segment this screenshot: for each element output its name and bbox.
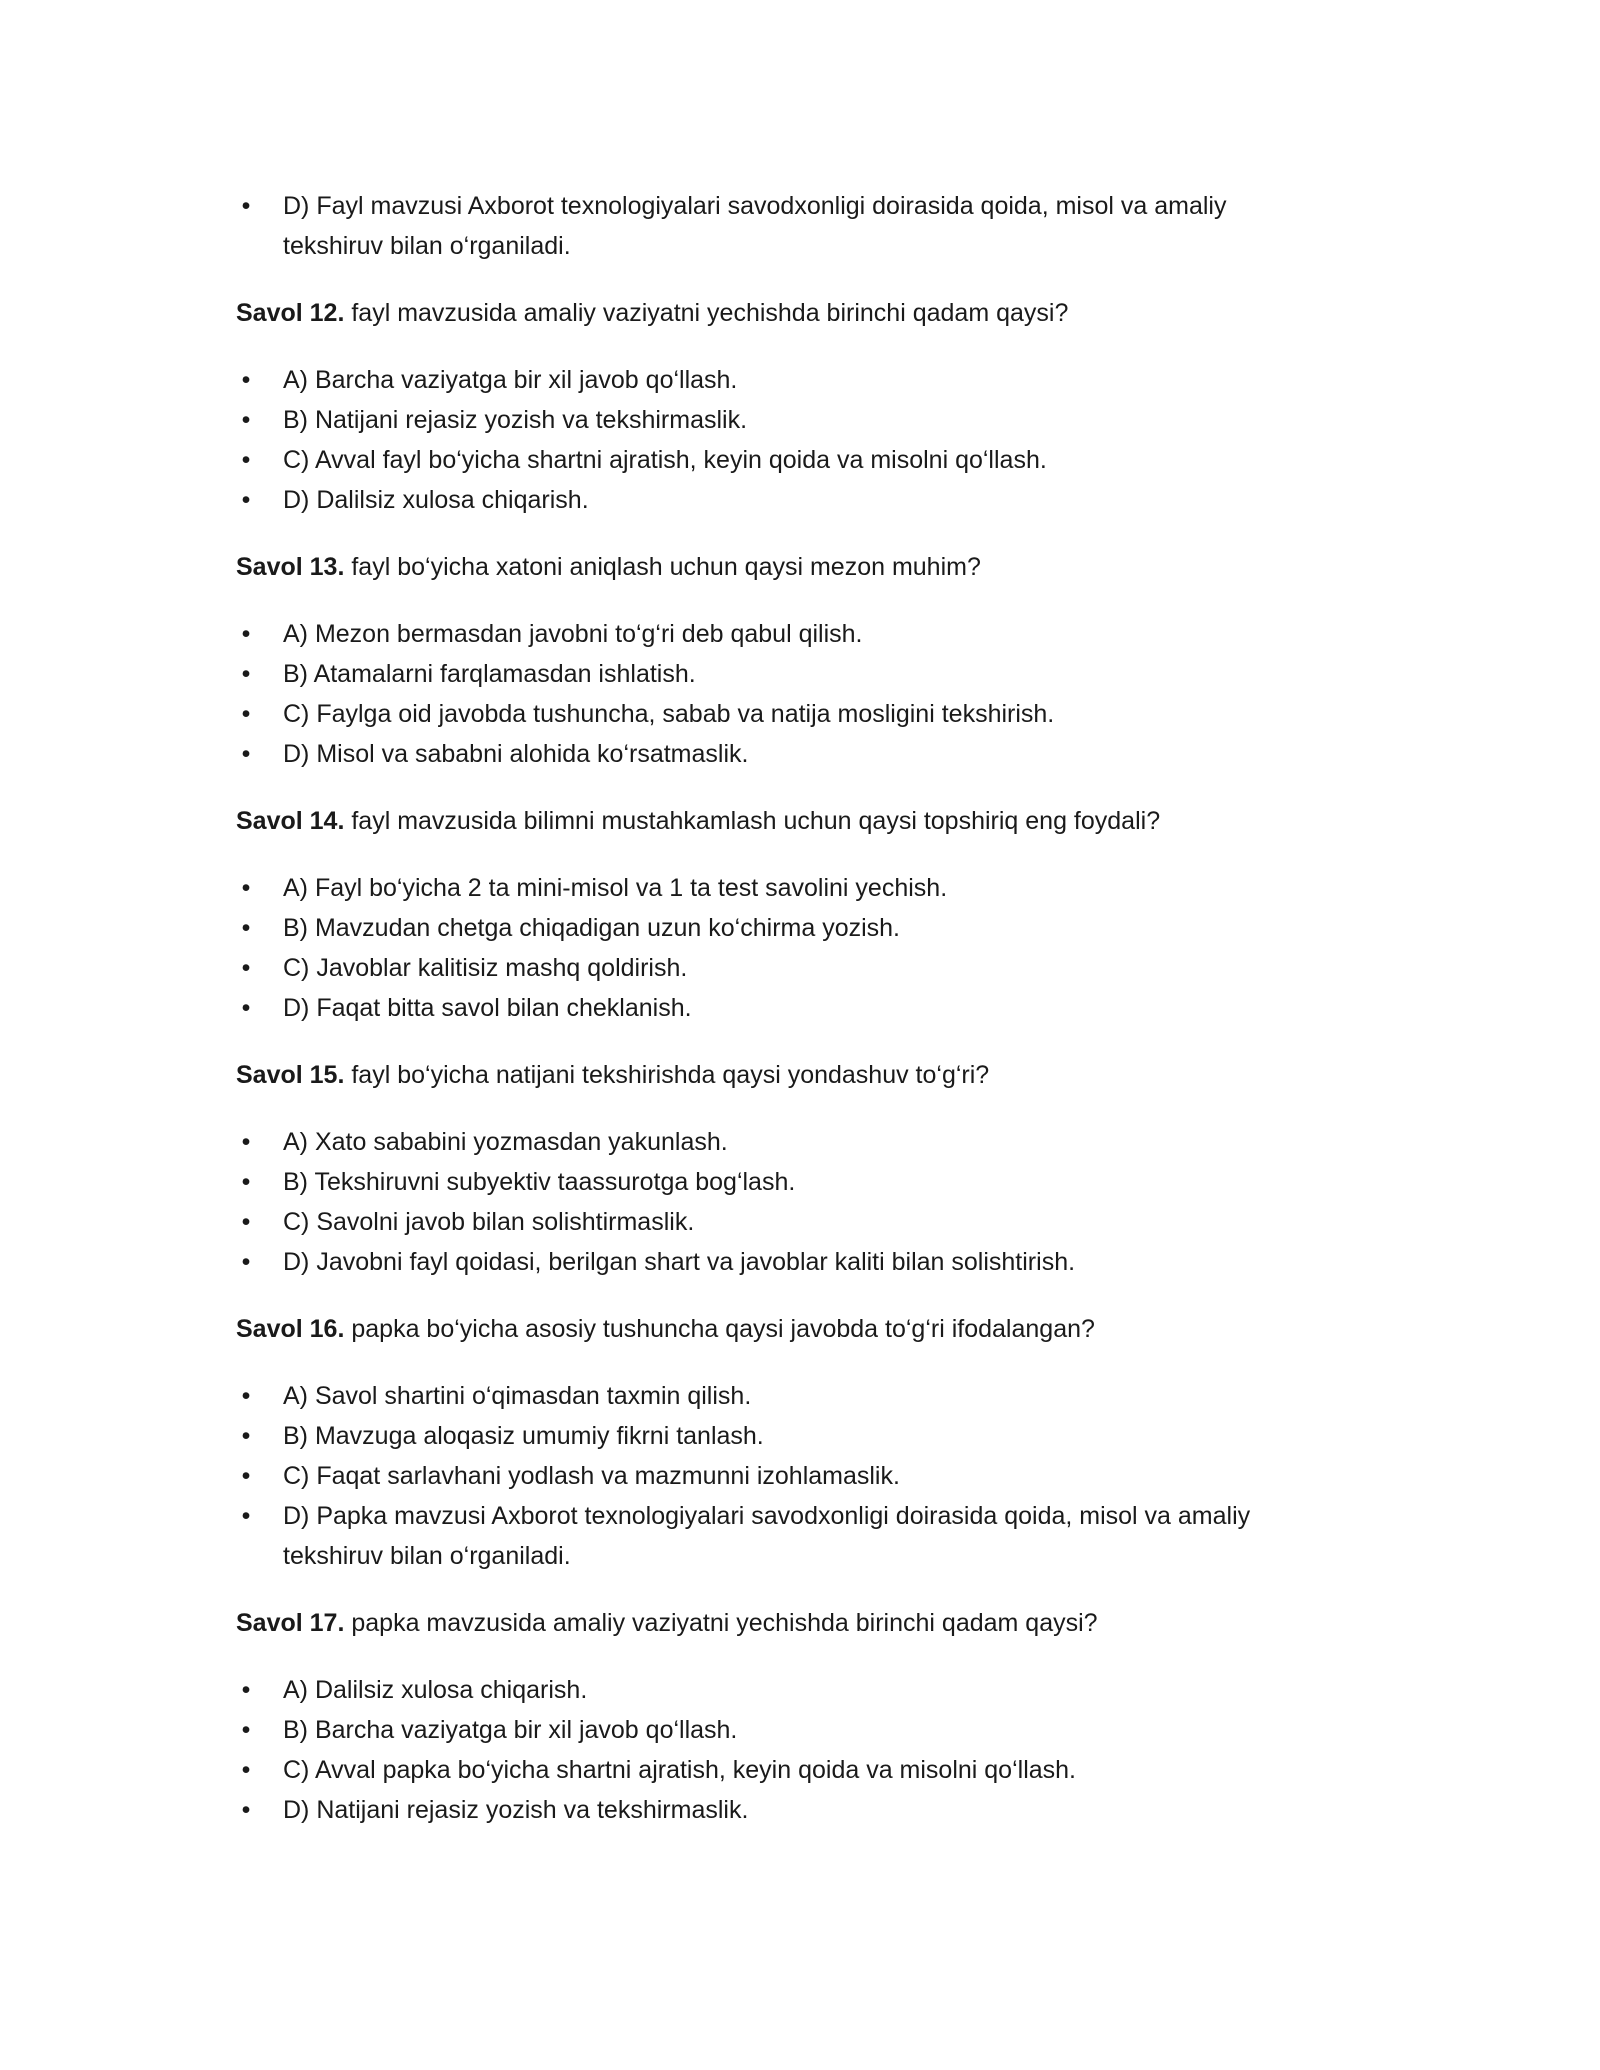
bullet-icon: • bbox=[241, 1502, 251, 1530]
bullet-icon: • bbox=[241, 1676, 251, 1704]
question-heading bbox=[236, 801, 1321, 841]
option-text: D) Natijani rejasiz yozish va tekshirmaslik. bbox=[283, 1796, 749, 1824]
option-text: B) Natijani rejasiz yozish va tekshirmaslik. bbox=[283, 406, 748, 434]
bullet-icon: • bbox=[241, 1462, 251, 1490]
option-text: D) Faqat bitta savol bilan cheklanish. bbox=[283, 994, 692, 1022]
option-item bbox=[236, 400, 1321, 440]
option-item bbox=[236, 1416, 1321, 1456]
bullet-icon: • bbox=[241, 914, 251, 942]
bullet-icon: • bbox=[241, 1208, 251, 1236]
bullet-icon: • bbox=[241, 486, 251, 514]
option-text: A) Fayl bo‘yicha 2 ta mini-misol va 1 ta test savolini yechish. bbox=[283, 874, 948, 902]
option-text: C) Avval fayl bo‘yicha shartni ajratish, keyin qoida va misolni qo‘llash. bbox=[283, 446, 1047, 474]
question-text: papka bo‘yicha asosiy tushuncha qaysi javobda to‘g‘ri ifodalangan? bbox=[344, 1315, 1095, 1343]
option-text: D) Misol va sababni alohida ko‘rsatmaslik. bbox=[283, 740, 749, 768]
question-heading bbox=[236, 547, 1321, 587]
option-item bbox=[236, 734, 1321, 774]
option-item bbox=[236, 1376, 1321, 1416]
option-item bbox=[236, 360, 1321, 400]
option-item bbox=[236, 908, 1321, 948]
option-item bbox=[236, 1456, 1321, 1496]
option-list bbox=[236, 868, 1321, 1028]
option-text: D) Javobni fayl qoidasi, berilgan shart va javoblar kaliti bilan solishtirish. bbox=[283, 1248, 1076, 1276]
question-text: fayl bo‘yicha natijani tekshirishda qaysi yondashuv to‘g‘ri? bbox=[344, 1061, 990, 1089]
option-text: C) Javoblar kalitisiz mashq qoldirish. bbox=[283, 954, 688, 982]
option-item bbox=[236, 1202, 1321, 1242]
bullet-icon: • bbox=[241, 1248, 251, 1276]
option-text: C) Faqat sarlavhani yodlash va mazmunni izohlamaslik. bbox=[283, 1462, 900, 1490]
option-item bbox=[236, 1750, 1321, 1790]
option-text: D) Fayl mavzusi Axborot texnologiyalari savodxonligi doirasida qoida, misol va amaliy tekshiruv bilan o‘rganiladi. bbox=[283, 192, 1227, 260]
option-text: A) Dalilsiz xulosa chiqarish. bbox=[283, 1676, 588, 1704]
option-item bbox=[236, 948, 1321, 988]
bullet-icon: • bbox=[241, 1382, 251, 1410]
option-item bbox=[236, 440, 1321, 480]
option-item bbox=[236, 694, 1321, 734]
option-item bbox=[236, 1122, 1321, 1162]
option-text: A) Savol shartini o‘qimasdan taxmin qilish. bbox=[283, 1382, 752, 1410]
question-heading bbox=[236, 1603, 1321, 1643]
option-text: B) Mavzuga aloqasiz umumiy fikrni tanlash. bbox=[283, 1422, 764, 1450]
option-list bbox=[236, 1670, 1321, 1830]
bullet-icon: • bbox=[241, 994, 251, 1022]
option-text: A) Mezon bermasdan javobni to‘g‘ri deb qabul qilish. bbox=[283, 620, 863, 648]
question-text: fayl mavzusida bilimni mustahkamlash uchun qaysi topshiriq eng foydali? bbox=[344, 807, 1161, 835]
bullet-icon: • bbox=[241, 700, 251, 728]
option-text: B) Barcha vaziyatga bir xil javob qo‘llash. bbox=[283, 1716, 738, 1744]
question-text: fayl mavzusida amaliy vaziyatni yechishda birinchi qadam qaysi? bbox=[344, 299, 1069, 327]
option-item bbox=[236, 654, 1321, 694]
option-item bbox=[236, 1710, 1321, 1750]
option-text: A) Xato sababini yozmasdan yakunlash. bbox=[283, 1128, 728, 1156]
option-text: A) Barcha vaziyatga bir xil javob qo‘llash. bbox=[283, 366, 738, 394]
question-label: Savol 13. bbox=[236, 553, 345, 581]
option-text: D) Papka mavzusi Axborot texnologiyalari savodxonligi doirasida qoida, misol va amaliy tekshiruv bilan o‘rganiladi. bbox=[283, 1502, 1251, 1570]
option-item bbox=[236, 1670, 1321, 1710]
option-item bbox=[236, 1162, 1321, 1202]
bullet-icon: • bbox=[241, 740, 251, 768]
option-item bbox=[236, 1496, 1321, 1576]
bullet-icon: • bbox=[241, 1756, 251, 1784]
bullet-icon: • bbox=[241, 366, 251, 394]
option-item bbox=[236, 988, 1321, 1028]
bullet-icon: • bbox=[241, 1168, 251, 1196]
option-text: B) Atamalarni farqlamasdan ishlatish. bbox=[283, 660, 696, 688]
bullet-icon: • bbox=[241, 1128, 251, 1156]
question-heading bbox=[236, 1309, 1321, 1349]
option-text: C) Savolni javob bilan solishtirmaslik. bbox=[283, 1208, 695, 1236]
option-item bbox=[236, 1790, 1321, 1830]
option-item bbox=[236, 480, 1321, 520]
question-label: Savol 15. bbox=[236, 1061, 345, 1089]
option-item bbox=[236, 1242, 1321, 1282]
option-list bbox=[236, 1376, 1321, 1576]
bullet-icon: • bbox=[241, 874, 251, 902]
option-text: B) Tekshiruvni subyektiv taassurotga bog‘lash. bbox=[283, 1168, 796, 1196]
question-heading bbox=[236, 1055, 1321, 1095]
option-list bbox=[236, 614, 1321, 774]
bullet-icon: • bbox=[241, 620, 251, 648]
option-text: D) Dalilsiz xulosa chiqarish. bbox=[283, 486, 589, 514]
bullet-icon: • bbox=[241, 1716, 251, 1744]
question-label: Savol 12. bbox=[236, 299, 345, 327]
option-text: C) Faylga oid javobda tushuncha, sabab va natija mosligini tekshirish. bbox=[283, 700, 1055, 728]
question-heading bbox=[236, 293, 1321, 333]
option-item bbox=[236, 186, 1321, 266]
option-list bbox=[236, 186, 1321, 266]
bullet-icon: • bbox=[241, 1422, 251, 1450]
question-label: Savol 16. bbox=[236, 1315, 345, 1343]
question-label: Savol 14. bbox=[236, 807, 345, 835]
option-list bbox=[236, 1122, 1321, 1282]
option-list bbox=[236, 360, 1321, 520]
bullet-icon: • bbox=[241, 954, 251, 982]
document-content bbox=[236, 186, 1321, 1830]
question-label: Savol 17. bbox=[236, 1609, 345, 1637]
option-text: C) Avval papka bo‘yicha shartni ajratish, keyin qoida va misolni qo‘llash. bbox=[283, 1756, 1077, 1784]
bullet-icon: • bbox=[241, 446, 251, 474]
bullet-icon: • bbox=[241, 192, 251, 220]
option-text: B) Mavzudan chetga chiqadigan uzun ko‘chirma yozish. bbox=[283, 914, 901, 942]
question-text: papka mavzusida amaliy vaziyatni yechishda birinchi qadam qaysi? bbox=[344, 1609, 1098, 1637]
question-text: fayl bo‘yicha xatoni aniqlash uchun qaysi mezon muhim? bbox=[344, 553, 981, 581]
bullet-icon: • bbox=[241, 1796, 251, 1824]
bullet-icon: • bbox=[241, 406, 251, 434]
option-item bbox=[236, 614, 1321, 654]
option-item bbox=[236, 868, 1321, 908]
bullet-icon: • bbox=[241, 660, 251, 688]
